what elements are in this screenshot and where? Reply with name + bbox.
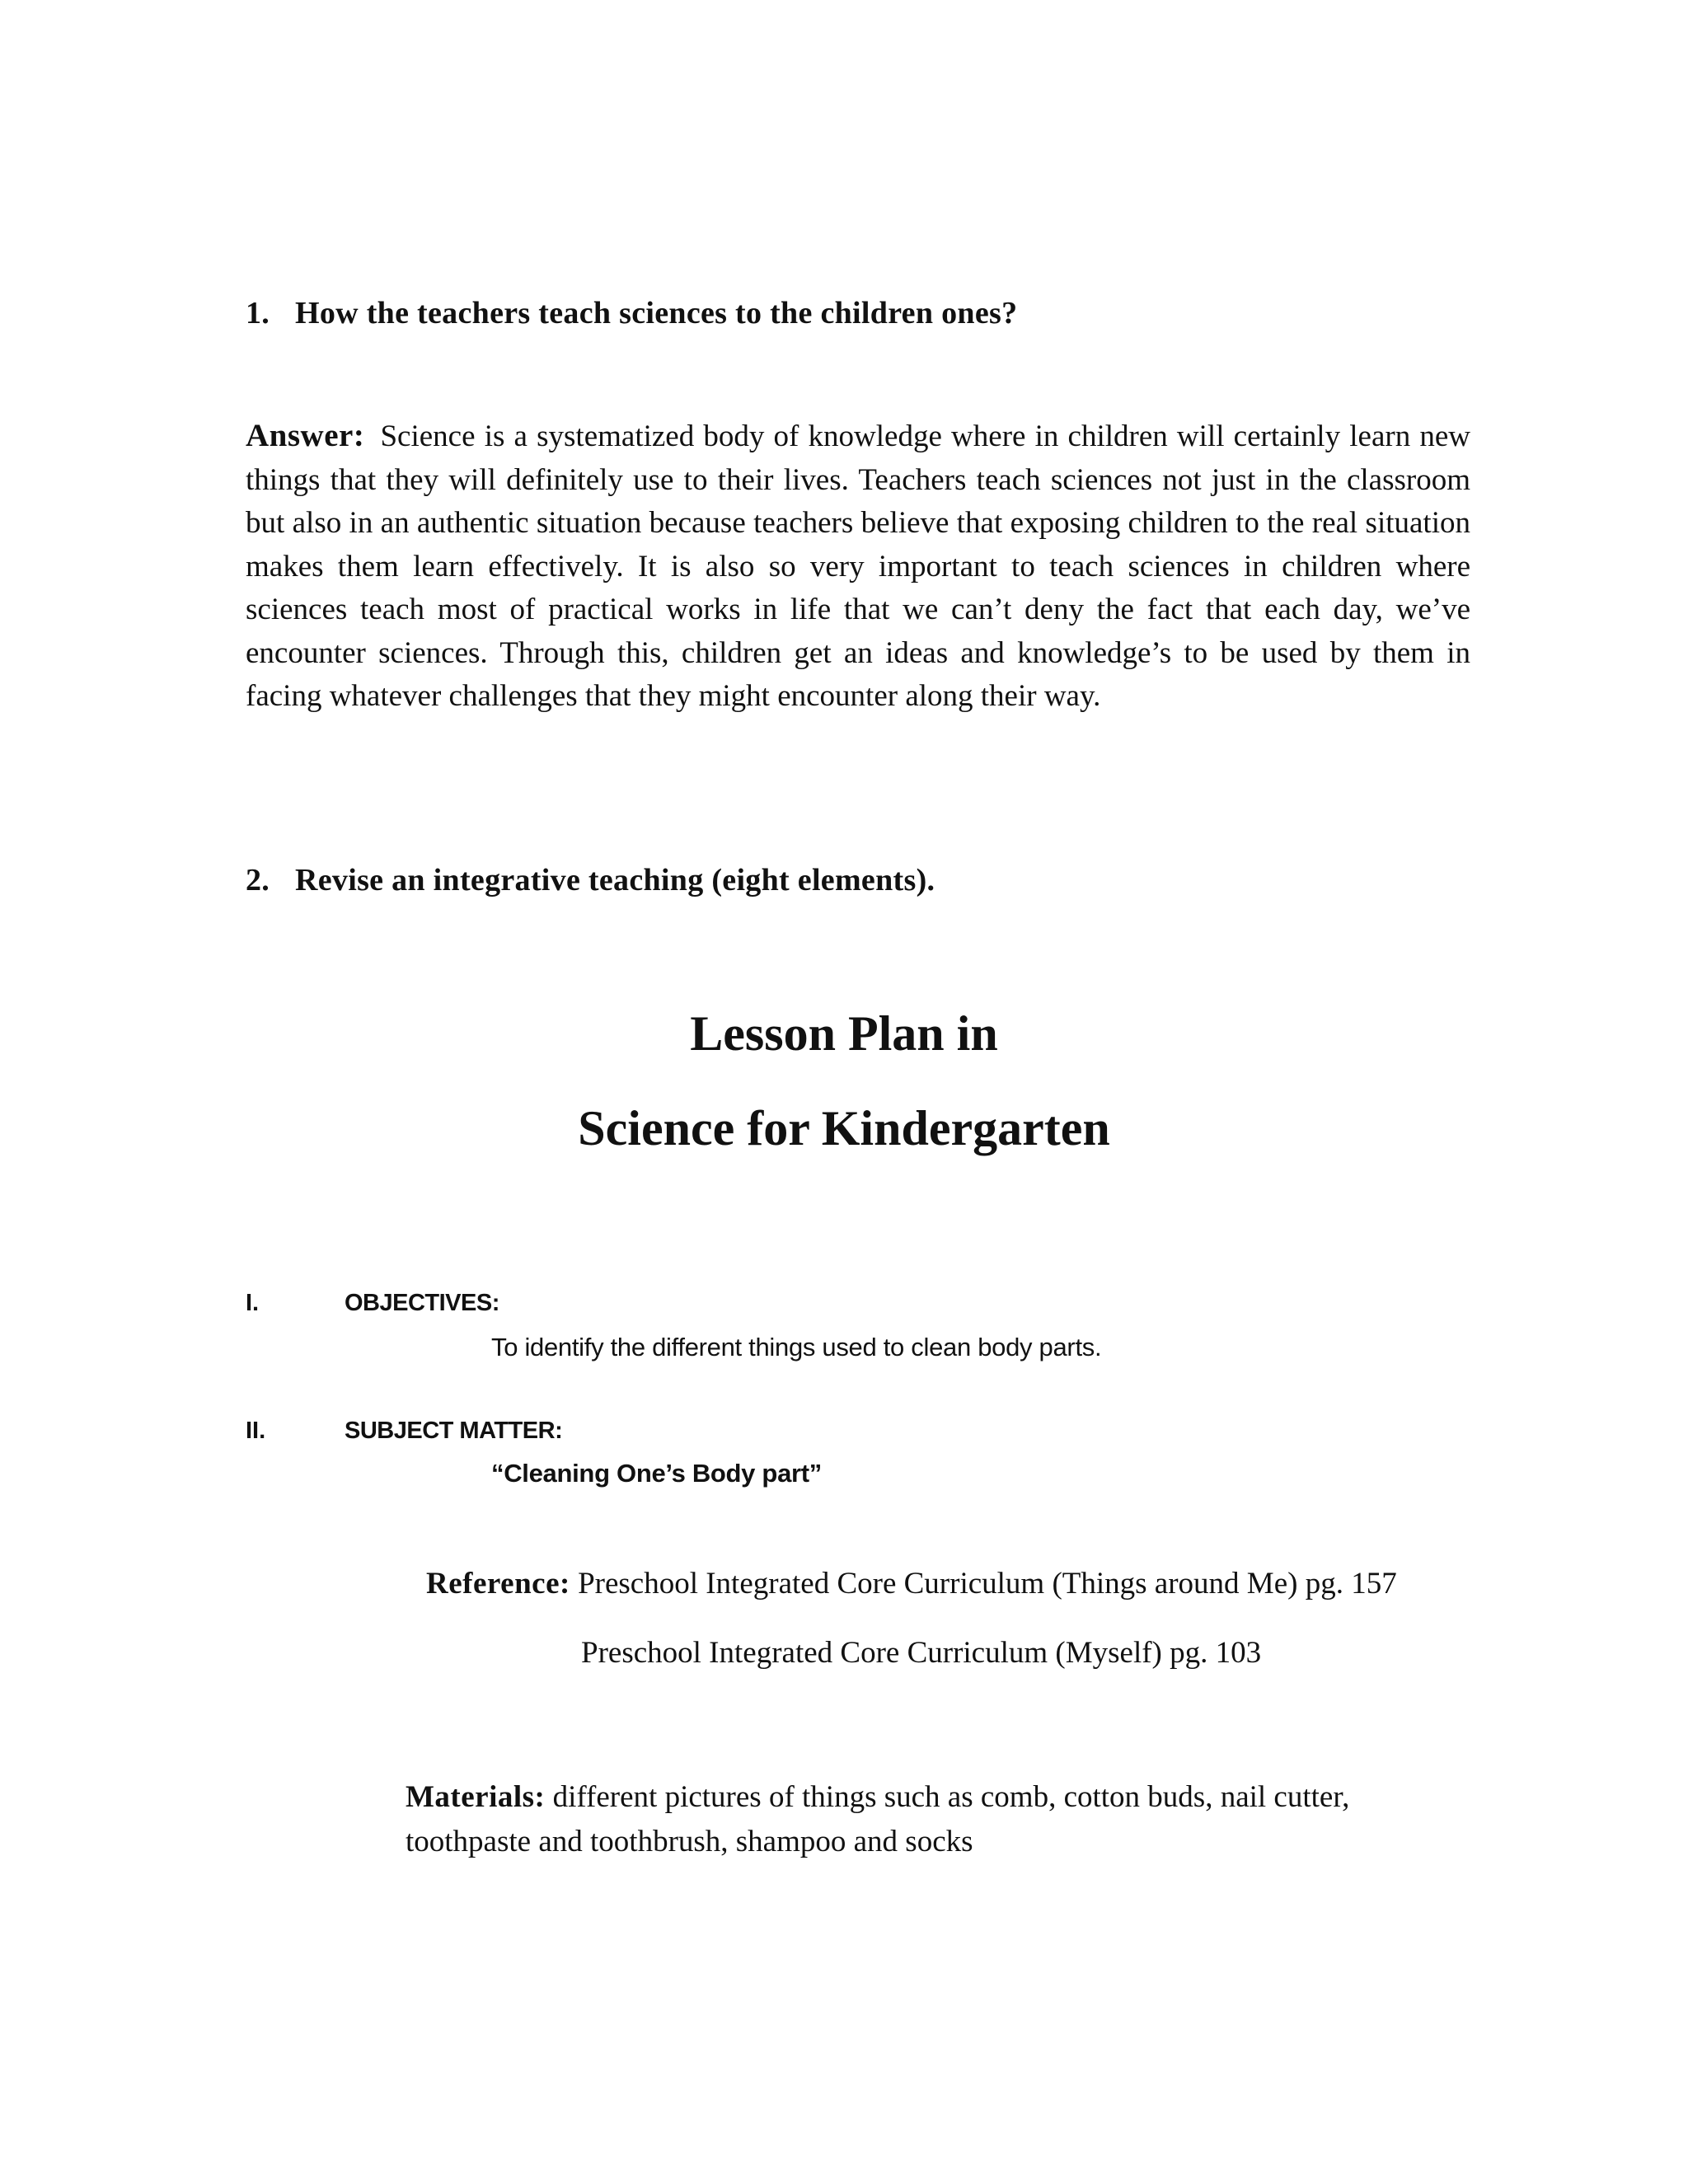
reference-label: Reference: <box>426 1567 570 1601</box>
reference-line-2: Preschool Integrated Core Curriculum (Myself) pg. 103 <box>581 1636 1262 1670</box>
subject-matter-numeral: II. <box>246 1418 266 1444</box>
materials-paragraph <box>406 1775 1428 1864</box>
materials-text: different pictures of things such as comb, cotton buds, nail cutter, toothpaste and toothbrush, shampoo and socks <box>406 1780 1350 1858</box>
answer-text: Science is a systematized body of knowledge where in children will certainly learn new things that they will definitely use to their lives. Teachers teach sciences not just in the classroom but also in an authentic situation because teachers believe that exposing children to the real situation makes them learn effectively. It is also so very important to teach sciences in children where sciences teach most of practical works in life that we can’t deny the fact that each day, we’ve encounter sciences. Through this, children get an ideas and knowledge’s to be used by them in facing whatever challenges that they might encounter along their way. <box>246 419 1471 713</box>
materials-label: Materials: <box>406 1780 546 1814</box>
objectives-text: To identify the different things used to clean body parts. <box>491 1333 1102 1361</box>
answer-paragraph <box>246 415 1470 719</box>
subject-matter-topic: “Cleaning One’s Body part” <box>491 1459 822 1488</box>
reference-line-1 <box>426 1566 1397 1601</box>
question-2-heading <box>246 862 935 898</box>
question-1-number: 1. <box>246 296 270 330</box>
question-1-heading <box>246 295 1017 331</box>
objectives-numeral: I. <box>246 1290 260 1316</box>
subject-matter-heading: SUBJECT MATTER: <box>345 1418 563 1444</box>
lesson-plan-title-line-1: Lesson Plan in <box>690 1006 998 1061</box>
objectives-heading: OBJECTIVES: <box>345 1290 499 1316</box>
lesson-plan-title-line-2: Science for Kindergarten <box>578 1101 1110 1155</box>
question-2-number: 2. <box>246 863 270 898</box>
reference-text-1: Preschool Integrated Core Curriculum (Things around Me) pg. 157 <box>578 1567 1397 1601</box>
answer-label: Answer: <box>246 418 365 453</box>
question-2-text: Revise an integrative teaching (eight elements). <box>295 863 935 898</box>
question-1-text: How the teachers teach sciences to the children ones? <box>295 296 1018 330</box>
